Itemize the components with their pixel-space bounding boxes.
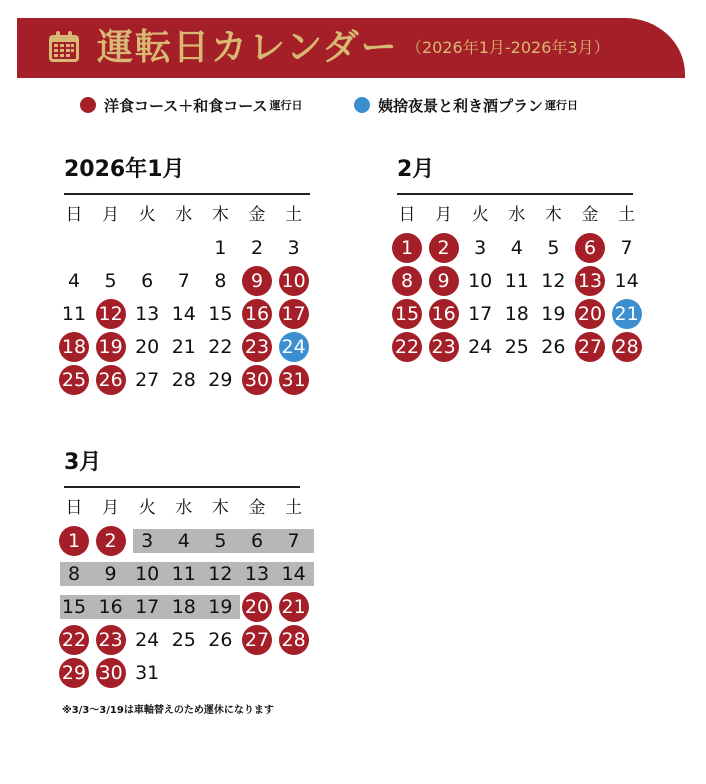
day-cell xyxy=(204,331,236,363)
day-cell xyxy=(537,331,569,363)
legend-label: 姨捨夜景と利き酒プラン xyxy=(378,96,544,115)
weekday-label: 水 xyxy=(508,205,526,225)
day-cell xyxy=(391,232,423,264)
day-number: 31 xyxy=(281,369,306,391)
day-number: 24 xyxy=(281,336,306,358)
day-number: 17 xyxy=(135,596,160,618)
day-number: 2 xyxy=(250,237,264,259)
day-number: 12 xyxy=(208,563,233,585)
weekday-label: 金 xyxy=(248,205,266,225)
day-number: 3 xyxy=(287,237,300,259)
day-number: 21 xyxy=(281,596,306,618)
day-cell xyxy=(428,331,460,363)
day-cell xyxy=(391,331,423,363)
day-number: 17 xyxy=(468,303,493,325)
day-number: 13 xyxy=(244,563,270,585)
day-cell xyxy=(168,558,200,590)
day-cell xyxy=(168,525,200,557)
day-number: 31 xyxy=(135,662,160,684)
day-number: 22 xyxy=(61,629,87,651)
day-number: 8 xyxy=(67,563,81,585)
date-range: （2026年1月-2026年3月） xyxy=(406,38,610,57)
day-number: 6 xyxy=(250,530,264,552)
day-cell xyxy=(204,558,236,590)
day-cell xyxy=(428,298,460,330)
day-cell xyxy=(428,265,460,297)
day-cell xyxy=(131,364,163,396)
day-cell xyxy=(131,591,163,623)
footnote: ※3/3〜3/19は車軸替えのため運休になります xyxy=(62,705,274,716)
day-number: 22 xyxy=(394,336,420,358)
day-number: 24 xyxy=(135,629,160,651)
weekday-label: 土 xyxy=(285,498,303,518)
day-number: 11 xyxy=(504,270,529,292)
day-number: 1 xyxy=(400,237,414,259)
day-number: 18 xyxy=(61,336,87,358)
day-cell xyxy=(95,298,127,330)
day-cell xyxy=(95,657,127,689)
day-number: 18 xyxy=(504,303,529,325)
day-cell xyxy=(501,298,533,330)
day-number: 19 xyxy=(208,596,233,618)
day-cell xyxy=(58,331,90,363)
day-number: 24 xyxy=(468,336,493,358)
day-number: 16 xyxy=(431,303,456,325)
day-cell xyxy=(241,558,273,590)
month-title: 2026年1月 xyxy=(64,157,185,182)
day-number: 16 xyxy=(244,303,270,325)
day-number: 9 xyxy=(437,270,450,292)
calendar-icon xyxy=(47,30,81,64)
weekday-label: 水 xyxy=(175,498,193,518)
day-cell xyxy=(278,298,310,330)
day-number: 19 xyxy=(541,303,566,325)
day-cell xyxy=(204,364,236,396)
day-number: 23 xyxy=(98,629,123,651)
blue-dot-icon xyxy=(354,97,370,113)
day-cell xyxy=(241,591,273,623)
weekday-label: 日 xyxy=(65,498,83,518)
day-number: 20 xyxy=(135,336,160,358)
weekday-label: 日 xyxy=(398,205,416,225)
day-number: 18 xyxy=(171,596,196,618)
day-number: 14 xyxy=(614,270,639,292)
weekday-label: 月 xyxy=(102,498,120,518)
day-cell xyxy=(278,591,310,623)
weekday-label: 日 xyxy=(65,205,83,225)
red-dot-icon xyxy=(80,97,96,113)
day-cell xyxy=(204,298,236,330)
weekday-label: 土 xyxy=(618,205,636,225)
day-cell xyxy=(464,331,496,363)
day-cell xyxy=(58,298,90,330)
day-cell xyxy=(574,232,606,264)
day-cell xyxy=(278,624,310,656)
day-cell xyxy=(95,364,127,396)
day-number: 4 xyxy=(67,270,81,292)
legend-label: 洋食コース＋和食コース xyxy=(104,96,268,115)
day-number: 15 xyxy=(208,303,233,325)
day-number: 26 xyxy=(98,369,123,391)
day-cell xyxy=(131,265,163,297)
day-number: 14 xyxy=(171,303,196,325)
day-number: 28 xyxy=(281,629,306,651)
weekday-label: 木 xyxy=(211,498,229,518)
day-number: 17 xyxy=(281,303,306,325)
day-cell xyxy=(95,591,127,623)
day-number: 25 xyxy=(61,369,87,391)
day-number: 2 xyxy=(437,237,450,259)
day-number: 5 xyxy=(104,270,117,292)
header-banner xyxy=(17,18,685,78)
day-number: 30 xyxy=(244,369,270,391)
legend-item-night-sake xyxy=(354,94,578,116)
weekday-label: 土 xyxy=(285,205,303,225)
day-number: 25 xyxy=(171,629,196,651)
day-cell xyxy=(278,558,310,590)
day-cell xyxy=(131,331,163,363)
day-number: 8 xyxy=(214,270,227,292)
day-cell xyxy=(131,624,163,656)
day-cell xyxy=(278,265,310,297)
day-cell xyxy=(501,265,533,297)
day-cell xyxy=(168,591,200,623)
day-cell xyxy=(95,265,127,297)
day-number: 15 xyxy=(394,303,420,325)
day-cell xyxy=(278,525,310,557)
day-cell xyxy=(574,331,606,363)
day-number: 28 xyxy=(171,369,196,391)
day-cell xyxy=(574,298,606,330)
day-number: 5 xyxy=(214,530,227,552)
day-number: 23 xyxy=(431,336,456,358)
day-number: 4 xyxy=(177,530,190,552)
month-divider xyxy=(397,193,633,195)
day-cell xyxy=(537,298,569,330)
day-number: 29 xyxy=(61,662,87,684)
day-number: 26 xyxy=(541,336,566,358)
day-cell xyxy=(278,331,310,363)
day-cell xyxy=(391,265,423,297)
day-cell xyxy=(168,624,200,656)
legend-suffix: 運行日 xyxy=(545,99,579,112)
day-cell xyxy=(95,558,127,590)
day-number: 26 xyxy=(208,629,233,651)
day-number: 7 xyxy=(177,270,190,292)
legend-suffix: 運行日 xyxy=(269,99,303,112)
day-cell xyxy=(204,591,236,623)
day-number: 6 xyxy=(583,237,597,259)
day-cell xyxy=(131,525,163,557)
day-cell xyxy=(168,331,200,363)
day-number: 10 xyxy=(135,563,160,585)
day-cell xyxy=(537,265,569,297)
day-cell xyxy=(204,525,236,557)
day-number: 12 xyxy=(98,303,123,325)
day-number: 2 xyxy=(104,530,117,552)
day-cell xyxy=(464,298,496,330)
day-number: 9 xyxy=(104,563,117,585)
weekday-label: 月 xyxy=(435,205,453,225)
weekday-label: 火 xyxy=(138,498,156,518)
month-title: 2月 xyxy=(397,157,435,182)
day-number: 28 xyxy=(614,336,639,358)
legend-item-western-japanese xyxy=(80,94,303,116)
month-divider xyxy=(64,486,300,488)
day-number: 7 xyxy=(287,530,300,552)
day-number: 20 xyxy=(577,303,603,325)
day-number: 23 xyxy=(244,336,270,358)
month-divider xyxy=(64,193,310,195)
day-cell xyxy=(168,364,200,396)
day-number: 27 xyxy=(135,369,160,391)
day-number: 14 xyxy=(281,563,306,585)
day-number: 11 xyxy=(171,563,196,585)
day-cell xyxy=(168,298,200,330)
day-cell xyxy=(58,525,90,557)
day-cell xyxy=(574,265,606,297)
day-number: 19 xyxy=(98,336,123,358)
day-number: 30 xyxy=(98,662,123,684)
day-cell xyxy=(241,232,273,264)
day-cell xyxy=(168,265,200,297)
weekday-label: 金 xyxy=(248,498,266,518)
day-number: 3 xyxy=(141,530,154,552)
day-cell xyxy=(58,624,90,656)
day-cell xyxy=(278,232,310,264)
day-cell xyxy=(464,232,496,264)
page-title: 運転日カレンダー xyxy=(97,26,399,68)
day-cell xyxy=(204,265,236,297)
day-cell xyxy=(131,657,163,689)
day-number: 3 xyxy=(474,237,487,259)
day-number: 1 xyxy=(214,237,227,259)
day-number: 25 xyxy=(504,336,529,358)
day-number: 8 xyxy=(400,270,414,292)
day-cell xyxy=(428,232,460,264)
day-number: 13 xyxy=(577,270,603,292)
day-number: 5 xyxy=(547,237,560,259)
day-number: 12 xyxy=(541,270,566,292)
day-cell xyxy=(278,364,310,396)
day-cell xyxy=(611,298,643,330)
weekday-label: 木 xyxy=(544,205,562,225)
day-cell xyxy=(204,232,236,264)
weekday-label: 火 xyxy=(138,205,156,225)
weekday-label: 月 xyxy=(102,205,120,225)
weekday-label: 木 xyxy=(211,205,229,225)
weekday-label: 火 xyxy=(471,205,489,225)
day-number: 27 xyxy=(577,336,603,358)
day-cell xyxy=(131,558,163,590)
day-cell xyxy=(241,298,273,330)
day-number: 21 xyxy=(614,303,639,325)
day-number: 29 xyxy=(208,369,233,391)
day-cell xyxy=(611,232,643,264)
weekday-label: 金 xyxy=(581,205,599,225)
day-cell xyxy=(501,331,533,363)
day-number: 1 xyxy=(67,530,81,552)
day-number: 7 xyxy=(620,237,633,259)
day-cell xyxy=(241,331,273,363)
day-number: 6 xyxy=(141,270,154,292)
day-cell xyxy=(95,624,127,656)
day-cell xyxy=(391,298,423,330)
day-cell xyxy=(501,232,533,264)
day-cell xyxy=(611,331,643,363)
day-number: 27 xyxy=(244,629,270,651)
day-cell xyxy=(537,232,569,264)
day-number: 11 xyxy=(61,303,87,325)
day-number: 22 xyxy=(208,336,233,358)
day-cell xyxy=(241,364,273,396)
day-cell xyxy=(58,265,90,297)
day-cell xyxy=(464,265,496,297)
day-cell xyxy=(58,364,90,396)
day-cell xyxy=(204,624,236,656)
day-number: 4 xyxy=(510,237,523,259)
day-cell xyxy=(241,265,273,297)
day-number: 13 xyxy=(135,303,160,325)
day-cell xyxy=(58,558,90,590)
day-number: 10 xyxy=(281,270,306,292)
weekday-label: 水 xyxy=(175,205,193,225)
day-cell xyxy=(241,525,273,557)
day-number: 9 xyxy=(250,270,264,292)
day-cell xyxy=(611,265,643,297)
day-number: 15 xyxy=(61,596,87,618)
day-cell xyxy=(95,525,127,557)
day-cell xyxy=(241,624,273,656)
day-number: 21 xyxy=(171,336,196,358)
day-cell xyxy=(131,298,163,330)
day-number: 20 xyxy=(244,596,270,618)
day-number: 16 xyxy=(98,596,123,618)
day-cell xyxy=(95,331,127,363)
day-cell xyxy=(58,657,90,689)
month-title: 3月 xyxy=(64,450,102,475)
day-cell xyxy=(58,591,90,623)
day-number: 10 xyxy=(468,270,493,292)
